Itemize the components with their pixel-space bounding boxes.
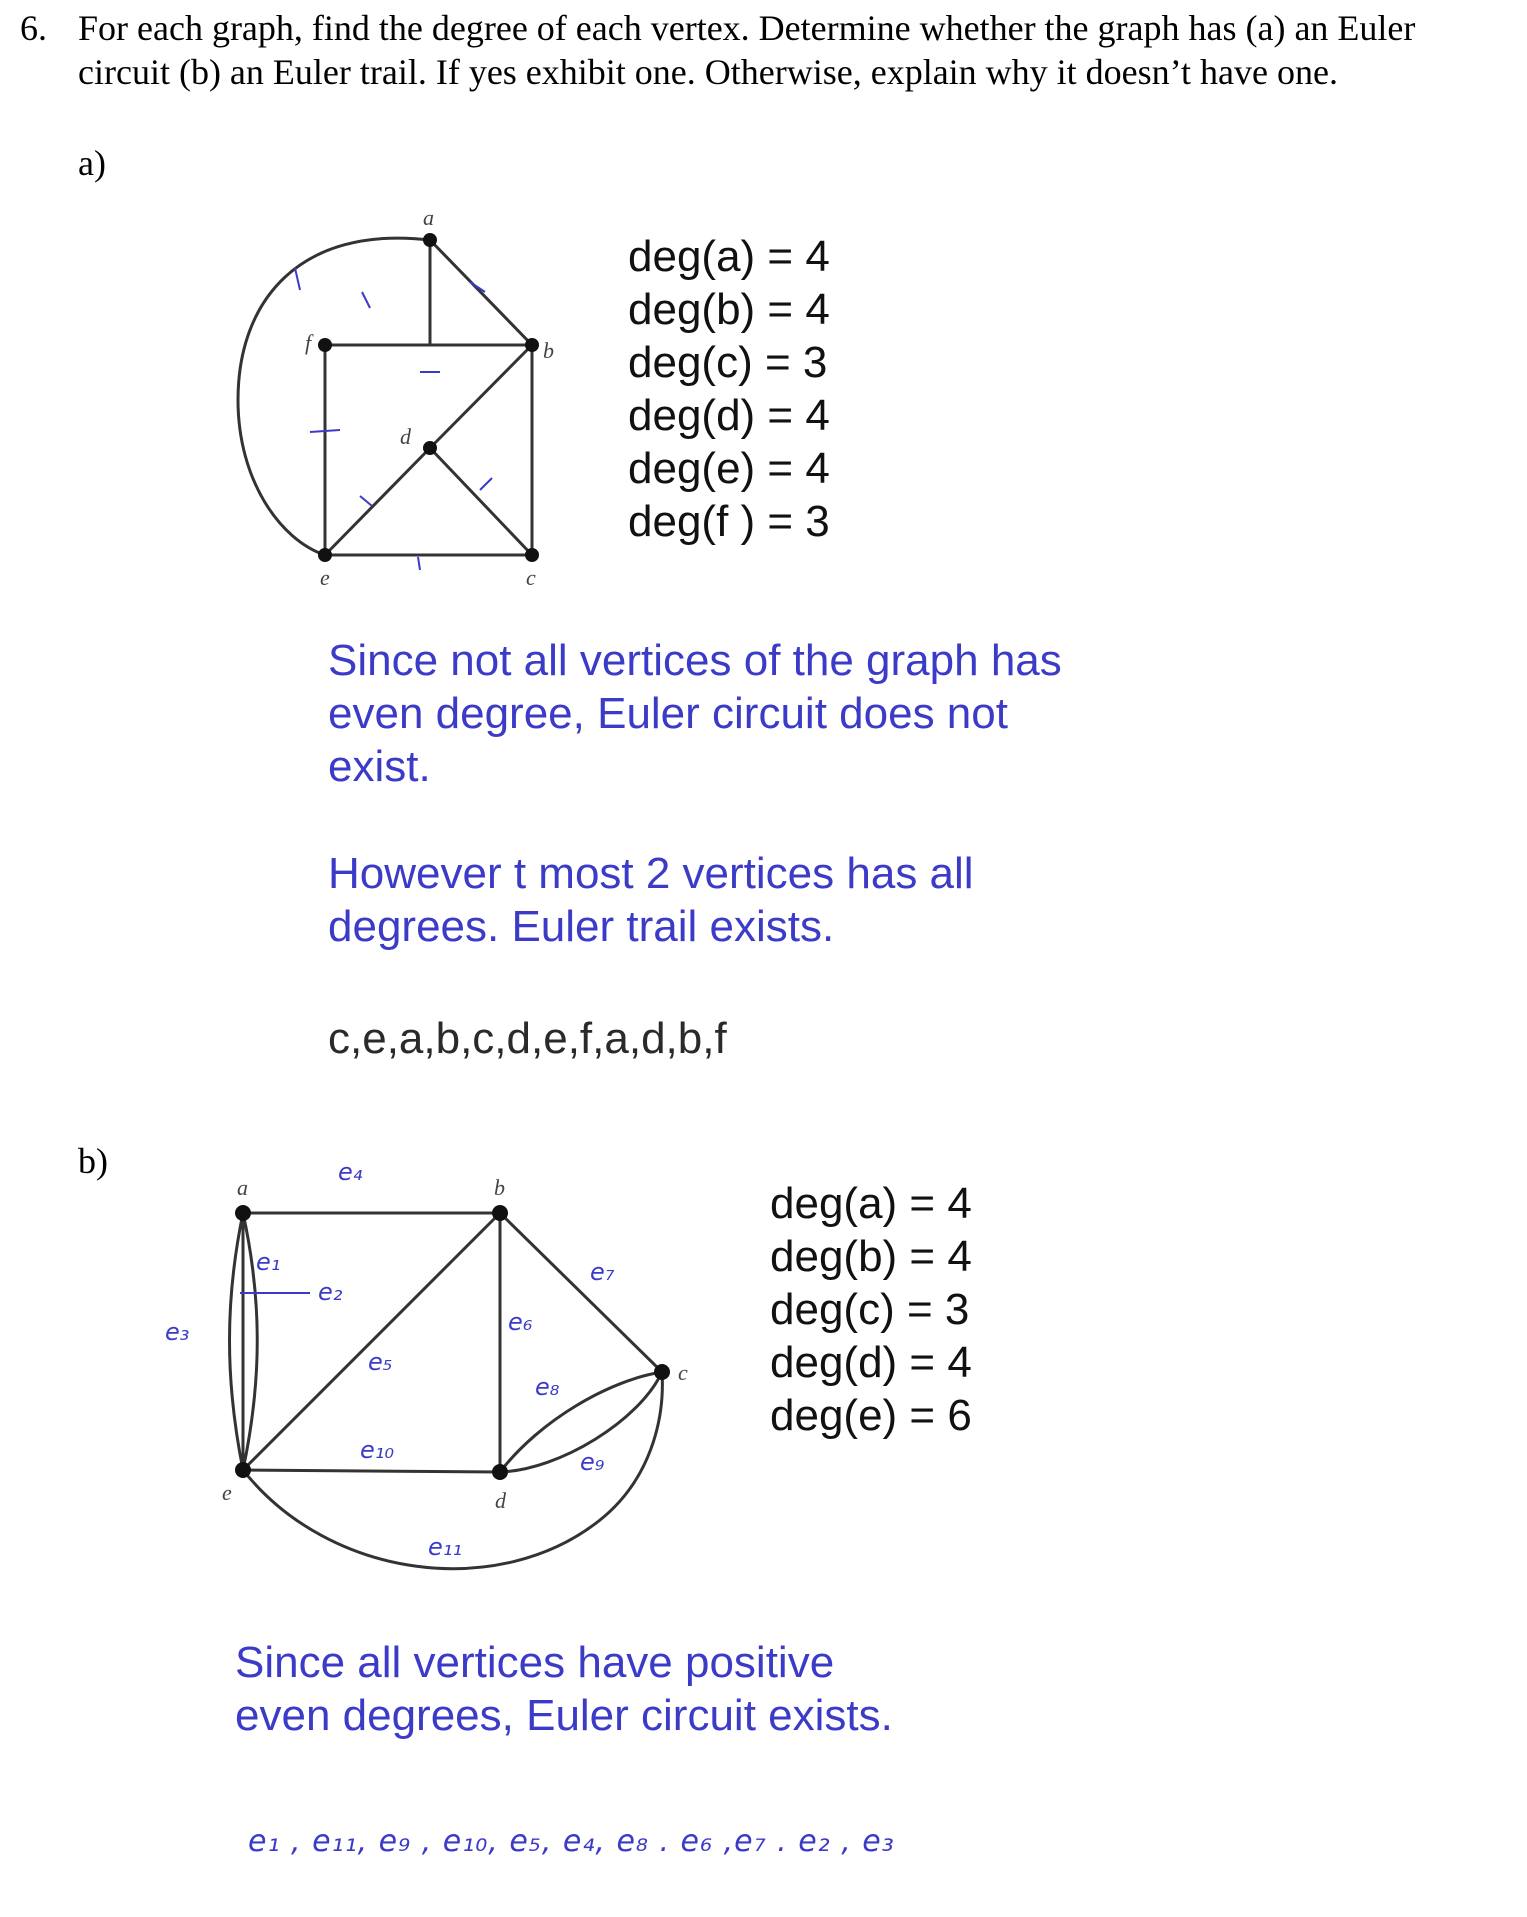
vertex-d-label: d: [400, 424, 411, 449]
vertex-e-label: e: [222, 1480, 232, 1505]
edge-d-c: [430, 448, 532, 555]
part-a-trail: c,e,a,b,c,d,e,f,a,d,b,f: [328, 1014, 727, 1063]
vertex-d: [423, 441, 437, 455]
edge-label-e8: e₈: [535, 1373, 560, 1401]
deg-c: deg(c) = 3: [770, 1285, 970, 1334]
deg-e: deg(e) = 4: [628, 444, 830, 493]
part-a-degrees: [628, 230, 830, 548]
part-b-circuit-note: Since all vertices have positive even degrees, Euler circuit exists.: [235, 1638, 893, 1740]
problem-text: For each graph, find the degree of each vertex. Determine whether the graph has (a) an Euler circuit (b) an Euler trail. If yes exhibit one. Otherwise, explain why it doesn’t have one.: [78, 8, 1416, 92]
vertex-a: [423, 233, 437, 247]
vertex-e-label: e: [320, 565, 330, 590]
part-b-circuit: e₁ , e₁₁, e₉ , e₁₀, e₅, e₄, e₈ . e₆ ,e₇ . e₂ , e₃: [248, 1824, 895, 1859]
vertex-e: [235, 1462, 251, 1478]
vertex-f-label: f: [305, 330, 312, 355]
edge-e10: [243, 1470, 500, 1472]
edge-label-e9: e₉: [580, 1448, 605, 1476]
part-a-circuit-note: Since not all vertices of the graph has even degree, Euler circuit does not exist.: [328, 636, 1062, 791]
vertex-f: [318, 338, 332, 352]
edge-label-e11: e₁₁: [428, 1533, 463, 1561]
edge-label-e4: e₄: [338, 1158, 363, 1186]
edge-label-e7: e₇: [590, 1258, 615, 1286]
edge-a-ab: [430, 240, 532, 345]
part-a-trail-note: However t most 2 vertices has all degrees. Euler trail exists.: [328, 849, 974, 951]
part-a-label: a): [78, 143, 106, 183]
edge-label-e3: e₃: [165, 1318, 190, 1346]
deg-a: deg(a) = 4: [628, 232, 830, 281]
deg-b: deg(b) = 4: [770, 1232, 972, 1281]
deg-d: deg(d) = 4: [770, 1338, 972, 1387]
part-b-label: b): [78, 1141, 108, 1181]
vertex-b: [525, 338, 539, 352]
deg-f: deg(f ) = 3: [628, 497, 830, 546]
problem-number: 6.: [20, 8, 47, 48]
vertex-d-label: d: [495, 1488, 506, 1513]
edge-label-e5: e₅: [368, 1348, 393, 1376]
vertex-b: [492, 1205, 508, 1221]
edge-e8: [500, 1372, 662, 1472]
edge-d-e: [325, 448, 430, 555]
edge-label-e6: e₆: [508, 1308, 533, 1336]
deg-c: deg(c) = 3: [628, 338, 828, 387]
vertex-c-label: c: [678, 1360, 688, 1385]
vertex-a-label: a: [237, 1175, 248, 1200]
edge-e9: [500, 1372, 662, 1472]
vertex-a-label: a: [423, 205, 434, 230]
edge-e1: [243, 1213, 257, 1470]
edge-e3: [230, 1213, 244, 1470]
deg-a: deg(a) = 4: [770, 1179, 972, 1228]
part-b-degrees: [770, 1177, 972, 1442]
deg-d: deg(d) = 4: [628, 391, 830, 440]
vertex-c-label: c: [526, 565, 536, 590]
edge-label-e1: e₁: [256, 1248, 281, 1276]
edge-label-e10: e₁₀: [360, 1436, 395, 1464]
vertex-c: [654, 1364, 670, 1380]
vertex-a: [235, 1205, 251, 1221]
edge-label-e2: e₂: [318, 1278, 343, 1306]
edge-b-d: [430, 345, 532, 448]
deg-b: deg(b) = 4: [628, 285, 830, 334]
edge-e11: [243, 1372, 662, 1569]
vertex-e: [318, 548, 332, 562]
edge-e5: [243, 1213, 500, 1470]
vertex-b-label: b: [494, 1175, 505, 1200]
deg-e: deg(e) = 6: [770, 1391, 972, 1440]
vertex-c: [525, 548, 539, 562]
edge-e7: [500, 1213, 662, 1372]
vertex-b-label: b: [543, 338, 554, 363]
edge-a-e-arc: [238, 238, 430, 555]
vertex-d: [492, 1464, 508, 1480]
